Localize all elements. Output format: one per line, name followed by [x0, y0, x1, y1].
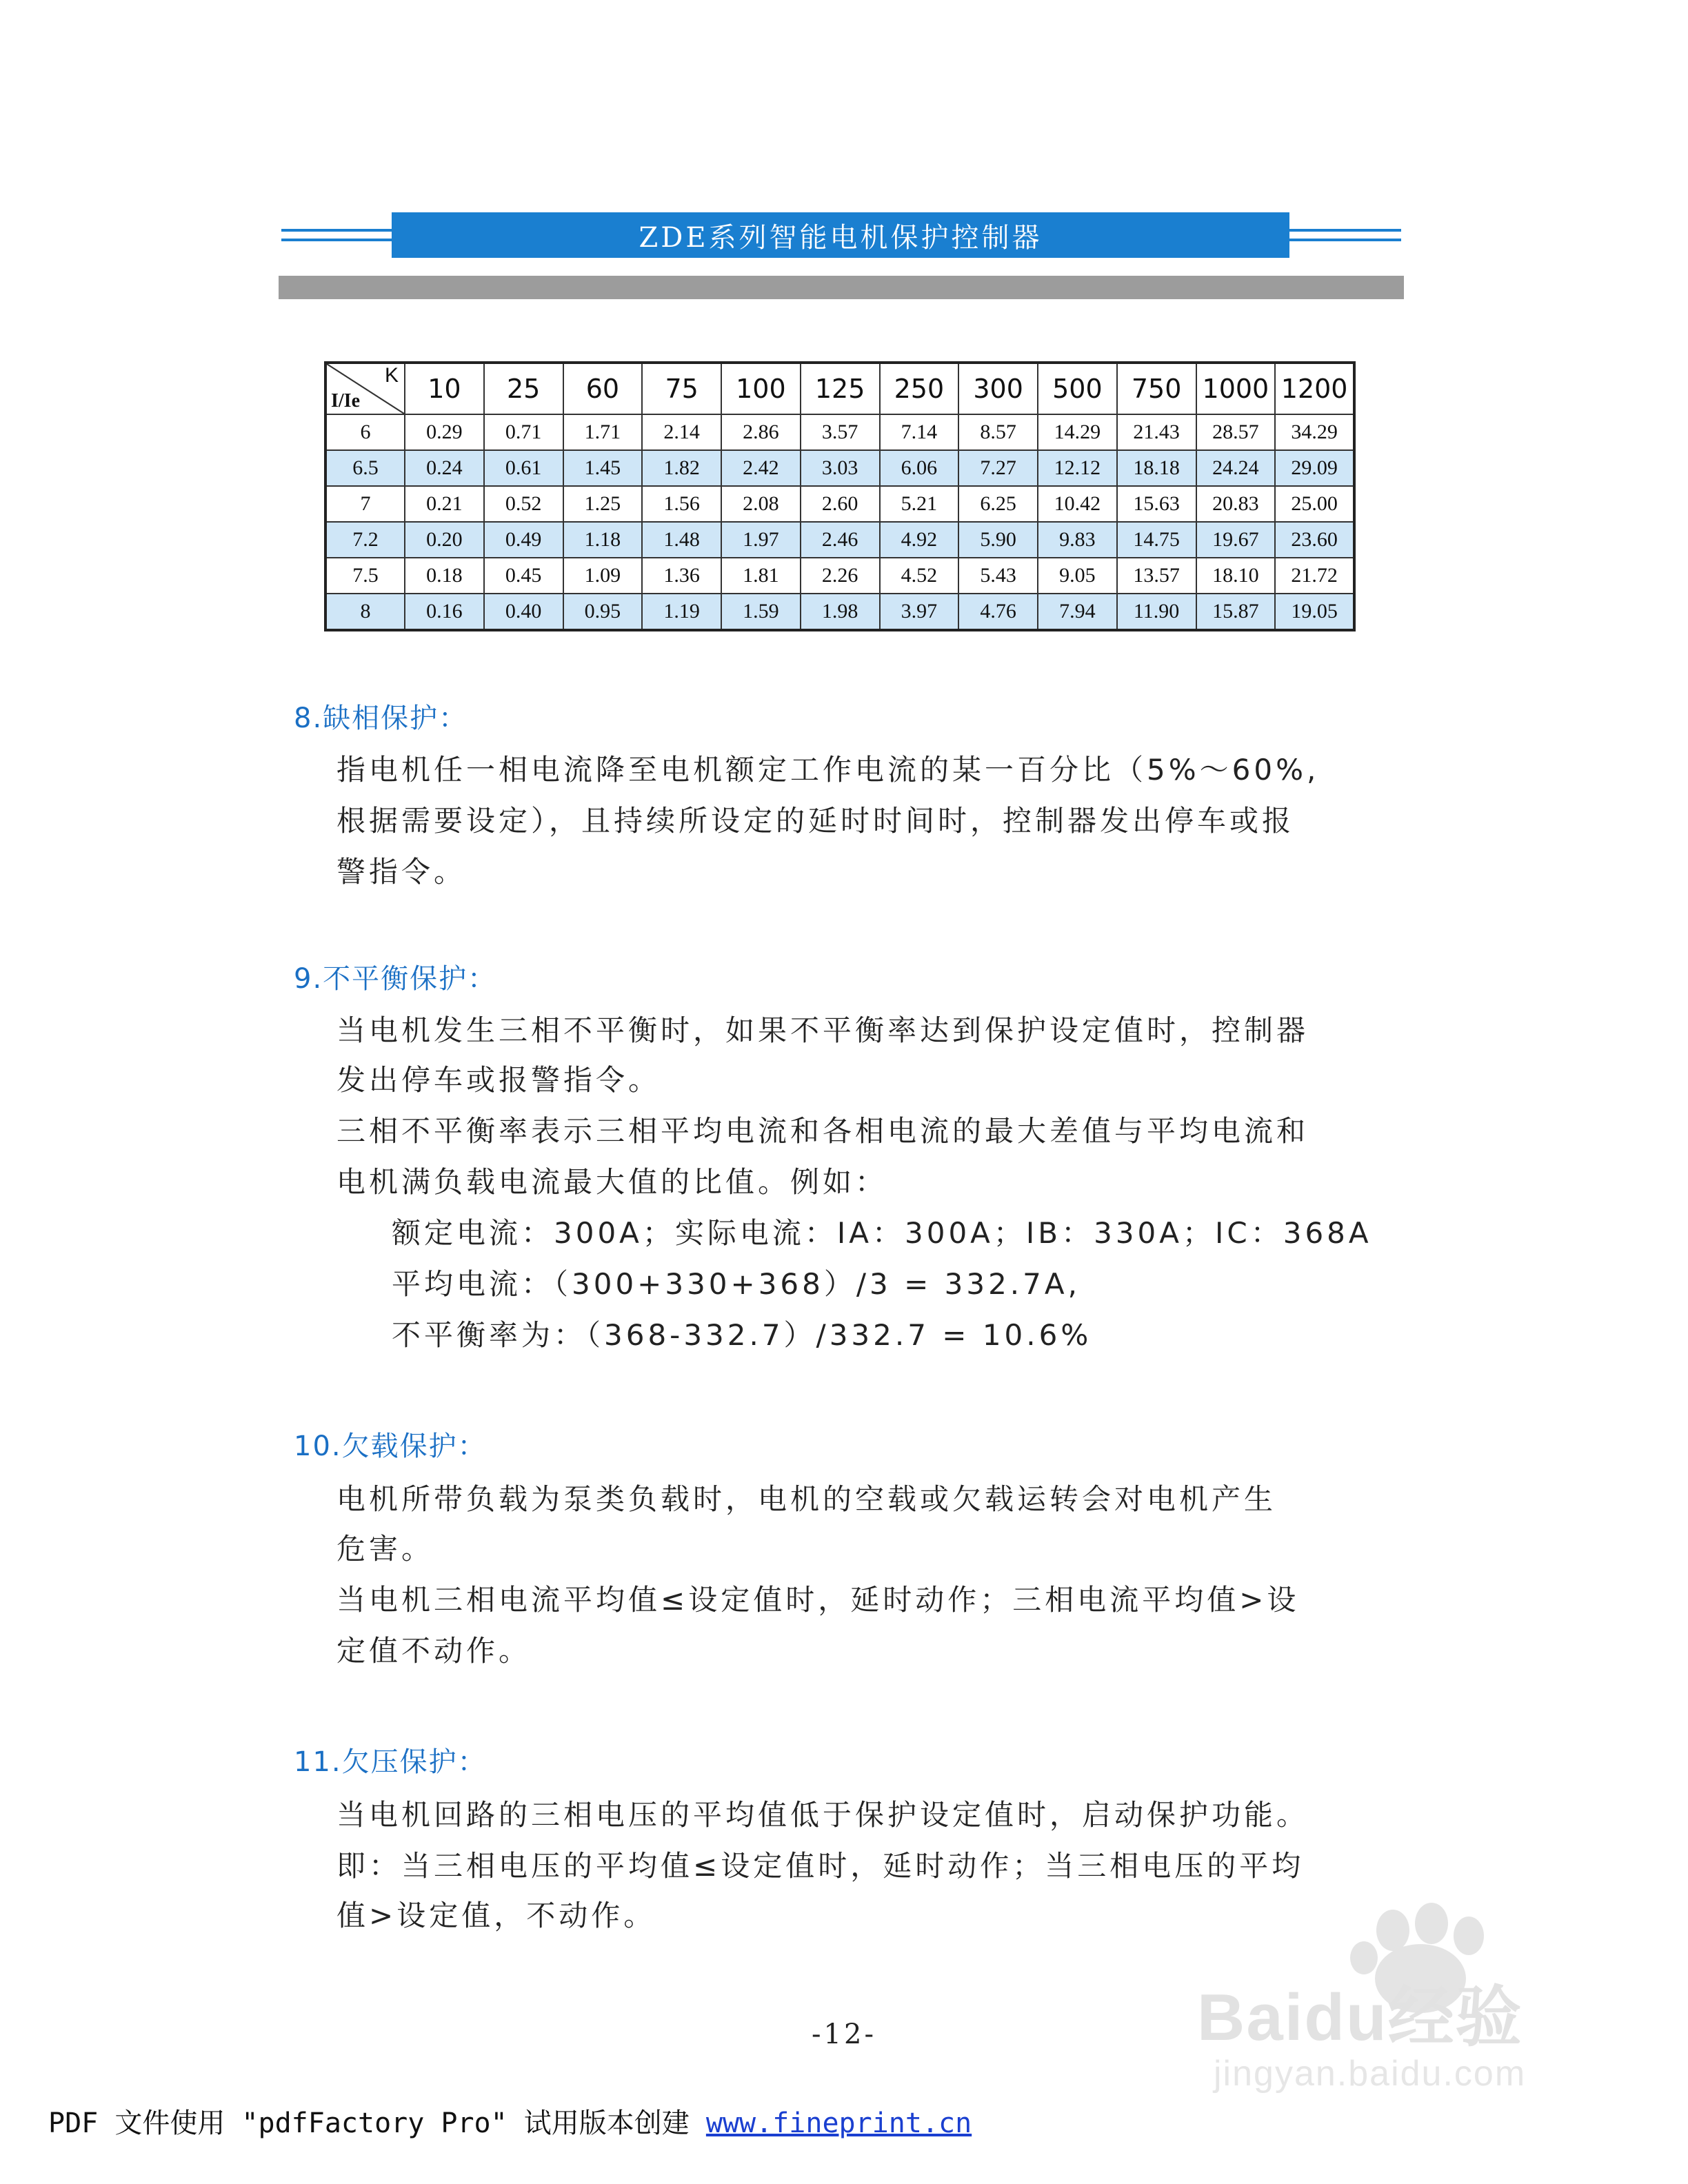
table-cell: 4.92	[880, 522, 959, 558]
section-9-line: 三相不平衡率表示三相平均电流和各相电流的最大差值与平均电流和	[336, 1114, 1309, 1148]
table-col-header: 10	[405, 363, 484, 414]
table-cell: 3.57	[801, 414, 880, 450]
table-cell: 2.08	[721, 486, 801, 522]
table-cell: 23.60	[1275, 522, 1354, 558]
table-cell: 24.24	[1196, 450, 1276, 486]
table-cell: 0.45	[484, 558, 563, 594]
table-row-label: 7.5	[325, 558, 405, 594]
table-cell: 21.72	[1275, 558, 1354, 594]
table-col-header: 25	[484, 363, 563, 414]
table-cell: 1.56	[642, 486, 721, 522]
table-cell: 7.27	[958, 450, 1038, 486]
corner-label-k: K	[384, 364, 399, 387]
table-cell: 18.18	[1117, 450, 1196, 486]
table-corner-cell	[325, 363, 405, 414]
table-row	[325, 450, 1354, 486]
table-cell: 1.82	[642, 450, 721, 486]
table-col-header: 75	[642, 363, 721, 414]
table-col-header: 250	[880, 363, 959, 414]
table-cell: 1.36	[642, 558, 721, 594]
table-cell: 15.87	[1196, 594, 1276, 630]
table-header-row	[325, 363, 1354, 414]
table-col-header: 1200	[1275, 363, 1354, 414]
table-col-header: 750	[1117, 363, 1196, 414]
table-cell: 5.21	[880, 486, 959, 522]
section-10-line: 危害。	[336, 1532, 434, 1566]
table-cell: 29.09	[1275, 450, 1354, 486]
section-10-line: 定值不动作。	[336, 1634, 532, 1668]
section-9-line: 当电机发生三相不平衡时，如果不平衡率达到保护设定值时，控制器	[336, 1013, 1309, 1047]
table-cell: 13.57	[1117, 558, 1196, 594]
table-cell: 5.90	[958, 522, 1038, 558]
table-cell: 15.63	[1117, 486, 1196, 522]
table-cell: 14.75	[1117, 522, 1196, 558]
table-col-header: 300	[958, 363, 1038, 414]
table-cell: 3.97	[880, 594, 959, 630]
section-10-heading: 10.欠载保护：	[294, 1430, 487, 1462]
section-11-line: 值>设定值，不动作。	[336, 1899, 656, 1932]
table-cell: 9.83	[1038, 522, 1117, 558]
table-cell: 18.10	[1196, 558, 1276, 594]
table-cell: 7.14	[880, 414, 959, 450]
table-cell: 0.21	[405, 486, 484, 522]
table-col-header: 60	[563, 363, 643, 414]
table-cell: 28.57	[1196, 414, 1276, 450]
table-cell: 1.59	[721, 594, 801, 630]
section-11-heading: 11.欠压保护：	[294, 1746, 487, 1778]
table-cell: 14.29	[1038, 414, 1117, 450]
table-cell: 1.25	[563, 486, 643, 522]
table-row-label: 7.2	[325, 522, 405, 558]
table-cell: 0.24	[405, 450, 484, 486]
section-8-line: 警指令。	[336, 855, 467, 889]
table-cell: 4.52	[880, 558, 959, 594]
table-cell: 6.25	[958, 486, 1038, 522]
table-row-label: 7	[325, 486, 405, 522]
table-cell: 34.29	[1275, 414, 1354, 450]
table-cell: 0.61	[484, 450, 563, 486]
table-cell: 19.67	[1196, 522, 1276, 558]
table-cell: 10.42	[1038, 486, 1117, 522]
corner-label-ie: I/Ie	[331, 390, 360, 412]
table-cell: 1.81	[721, 558, 801, 594]
table-col-header: 100	[721, 363, 801, 414]
section-8-line: 根据需要设定），且持续所设定的延时时间时，控制器发出停车或报	[336, 804, 1295, 838]
table-cell: 0.52	[484, 486, 563, 522]
table-cell: 4.76	[958, 594, 1038, 630]
table-row	[325, 522, 1354, 558]
table-cell: 11.90	[1117, 594, 1196, 630]
section-9-line: 电机满负载电流最大值的比值。例如：	[336, 1165, 888, 1199]
table-cell: 1.97	[721, 522, 801, 558]
table-row	[325, 414, 1354, 450]
table-col-header: 1000	[1196, 363, 1276, 414]
page-number: -12-	[812, 2019, 876, 2050]
table-cell: 1.48	[642, 522, 721, 558]
table-cell: 2.14	[642, 414, 721, 450]
table-row	[325, 558, 1354, 594]
table-col-header: 500	[1038, 363, 1117, 414]
table-cell: 3.03	[801, 450, 880, 486]
watermark-brand: Baidu经验	[1197, 1981, 1523, 2054]
table-cell: 6.06	[880, 450, 959, 486]
section-9-example-line: 平均电流：（300+330+368）/3 = 332.7A,	[392, 1267, 1081, 1301]
table-cell: 19.05	[1275, 594, 1354, 630]
section-9-line: 发出停车或报警指令。	[336, 1063, 661, 1097]
section-10-line: 当电机三相电流平均值≤设定值时，延时动作；三相电流平均值>设	[336, 1583, 1300, 1617]
table-cell: 20.83	[1196, 486, 1276, 522]
table-cell: 2.42	[721, 450, 801, 486]
table-cell: 25.00	[1275, 486, 1354, 522]
table-cell: 1.71	[563, 414, 643, 450]
section-8-line: 指电机任一相电流降至电机额定工作电流的某一百分比（5%～60%,	[336, 753, 1320, 787]
table-cell: 0.16	[405, 594, 484, 630]
ratio-table	[324, 361, 1356, 631]
table-cell: 0.20	[405, 522, 484, 558]
table-cell: 0.40	[484, 594, 563, 630]
table-row	[325, 486, 1354, 522]
table-cell: 0.18	[405, 558, 484, 594]
table-cell: 7.94	[1038, 594, 1117, 630]
footer-text: PDF 文件使用 "pdfFactory Pro" 试用版本创建	[48, 2107, 706, 2139]
section-11-line: 当电机回路的三相电压的平均值低于保护设定值时，启动保护功能。	[336, 1798, 1309, 1832]
watermark-site: jingyan.baidu.com	[1214, 2054, 1527, 2094]
section-10-line: 电机所带负载为泵类负载时，电机的空载或欠载运转会对电机产生	[336, 1482, 1277, 1516]
table-cell: 1.19	[642, 594, 721, 630]
table-cell: 2.26	[801, 558, 880, 594]
table-cell: 0.29	[405, 414, 484, 450]
header-gray-bar	[279, 276, 1404, 299]
table-row	[325, 594, 1354, 630]
table-cell: 1.45	[563, 450, 643, 486]
table-cell: 5.43	[958, 558, 1038, 594]
pdf-footer	[48, 2101, 972, 2141]
table-cell: 0.49	[484, 522, 563, 558]
table-cell: 12.12	[1038, 450, 1117, 486]
table-cell: 1.18	[563, 522, 643, 558]
table-cell: 2.86	[721, 414, 801, 450]
footer-link[interactable]: www.fineprint.cn	[705, 2107, 972, 2139]
header-title: ZDE系列智能电机保护控制器	[392, 212, 1289, 258]
section-9-example-line: 额定电流：300A；实际电流：IA：300A；IB：330A；IC：368A	[392, 1216, 1372, 1250]
table-cell: 9.05	[1038, 558, 1117, 594]
table-col-header: 125	[801, 363, 880, 414]
table-row-label: 6	[325, 414, 405, 450]
table-cell: 0.95	[563, 594, 643, 630]
table-cell: 2.60	[801, 486, 880, 522]
section-9-heading: 9.不平衡保护：	[294, 963, 497, 995]
table-row-label: 8	[325, 594, 405, 630]
table-cell: 8.57	[958, 414, 1038, 450]
table-cell: 21.43	[1117, 414, 1196, 450]
table-cell: 1.09	[563, 558, 643, 594]
table-cell: 1.98	[801, 594, 880, 630]
table-cell: 0.71	[484, 414, 563, 450]
table-cell: 2.46	[801, 522, 880, 558]
section-8-heading: 8.缺相保护：	[294, 702, 468, 734]
table-row-label: 6.5	[325, 450, 405, 486]
section-9-example-line: 不平衡率为：（368-332.7）/332.7 = 10.6%	[392, 1318, 1092, 1352]
section-11-line: 即：当三相电压的平均值≤设定值时，延时动作；当三相电压的平均	[336, 1849, 1305, 1883]
